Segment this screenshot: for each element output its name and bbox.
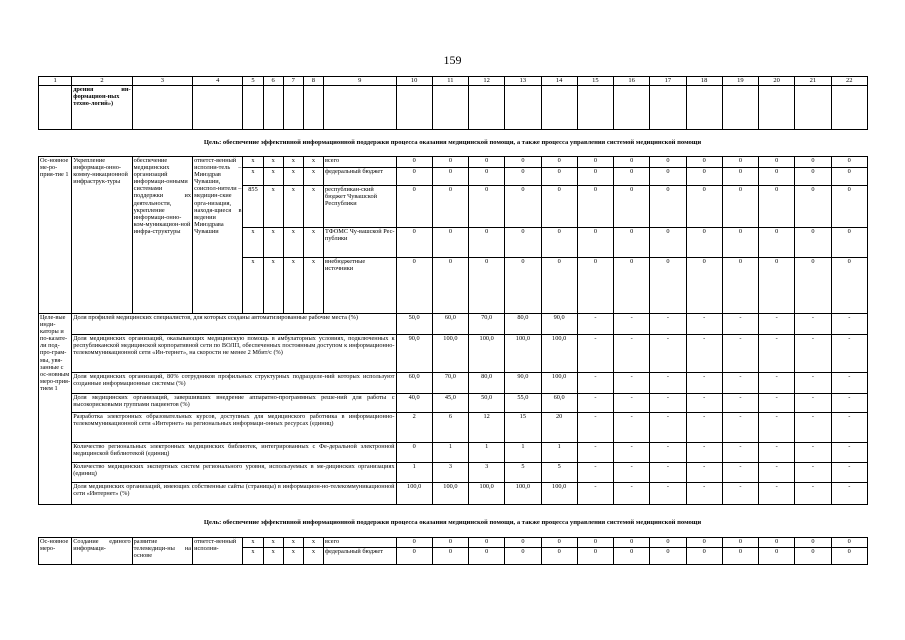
value-cell: 100,0 (396, 483, 432, 505)
column-number-row (39, 77, 868, 86)
funding-source: всего (324, 538, 397, 548)
code-cell: x (263, 186, 283, 228)
event-label: Ос-новное ме-ро-прия-тие 1 (39, 157, 72, 314)
event-goal: обеспечение медицинских организаций информаци-онными системами поддержки их деятельности, укрепление информаци-онно-ком-муникацион-ной инфра-структуры (132, 157, 192, 314)
value-cell: 0 (831, 186, 867, 228)
value-cell: 0 (541, 538, 577, 548)
value-cell: 45,0 (432, 394, 468, 413)
value-cell: - (650, 483, 686, 505)
col-num: 16 (614, 77, 650, 86)
value-cell: 0 (686, 157, 722, 168)
value-cell: 40,0 (396, 394, 432, 413)
value-cell: 0 (541, 258, 577, 314)
indicator-text: Количество региональных электронных медицинских библиотек, интегрированных с Фе-деральной электронной медицинской библиотекой (единиц) (72, 443, 396, 463)
value-cell: 0 (614, 548, 650, 565)
value-cell: - (795, 335, 831, 373)
value-cell: 0 (686, 548, 722, 565)
value-cell: 0 (396, 186, 432, 228)
indicator-text: Доля медицинских организаций, имеющих собственные сайты (страницы) в информацион-но-телекоммуникационной сети «Интернет» (%) (72, 483, 396, 505)
value-cell: - (686, 443, 722, 463)
value-cell: 0 (795, 258, 831, 314)
value-cell: - (722, 335, 758, 373)
value-cell: - (686, 483, 722, 505)
value-cell: 0 (432, 548, 468, 565)
value-cell: - (577, 373, 613, 394)
value-cell: 100,0 (505, 483, 541, 505)
value-cell: 1 (396, 463, 432, 483)
code-cell: x (263, 548, 283, 565)
value-cell: 6 (432, 413, 468, 443)
value-cell: - (686, 314, 722, 335)
value-cell: 100,0 (541, 373, 577, 394)
value-cell: - (614, 463, 650, 483)
value-cell: 0 (469, 548, 505, 565)
value-cell: 0 (759, 186, 795, 228)
funding-source: республикан-ский бюджет Чувашской Республики (324, 186, 397, 228)
value-cell: - (831, 463, 867, 483)
value-cell: - (759, 443, 795, 463)
value-cell: 0 (759, 258, 795, 314)
col-num: 9 (324, 77, 397, 86)
code-cell: x (243, 538, 263, 548)
value-cell: - (650, 463, 686, 483)
value-cell: 50,0 (469, 394, 505, 413)
col-num: 11 (432, 77, 468, 86)
header-table (38, 76, 868, 130)
value-cell: 0 (614, 186, 650, 228)
table-row (39, 157, 868, 168)
value-cell: 2 (396, 413, 432, 443)
code-cell: x (263, 538, 283, 548)
value-cell: 100,0 (432, 335, 468, 373)
value-cell: 0 (831, 258, 867, 314)
value-cell: 1 (541, 443, 577, 463)
col-num: 12 (469, 77, 505, 86)
targets-block (39, 314, 868, 505)
value-cell: - (795, 394, 831, 413)
value-cell: - (650, 373, 686, 394)
indicator-text: Количество медицинских экспертных систем регионального уровня, используемых в ме-дицинских организациях (единиц) (72, 463, 396, 483)
value-cell: - (577, 413, 613, 443)
value-cell: 0 (432, 258, 468, 314)
value-cell: 0 (577, 157, 613, 168)
code-cell: x (283, 548, 303, 565)
value-cell: - (795, 443, 831, 463)
value-cell: 5 (505, 463, 541, 483)
value-cell: - (686, 463, 722, 483)
indicator-text: Разработка электронных образовательных курсов, доступных для медицинского работника в информационно-телекоммуникационной сети «Интернет» на региональных информаци-онных ресурсах (единиц) (72, 413, 396, 443)
col-num: 7 (283, 77, 303, 86)
value-cell: 0 (469, 258, 505, 314)
value-cell: - (759, 463, 795, 483)
value-cell: - (686, 373, 722, 394)
col-num: 14 (541, 77, 577, 86)
value-cell: 55,0 (505, 394, 541, 413)
col-num: 19 (722, 77, 758, 86)
value-cell: - (577, 314, 613, 335)
value-cell: 0 (650, 548, 686, 565)
table-row (39, 314, 868, 335)
value-cell: 0 (686, 228, 722, 258)
value-cell: - (759, 373, 795, 394)
code-cell: x (263, 228, 283, 258)
block1 (39, 157, 868, 314)
value-cell: 90,0 (505, 373, 541, 394)
value-cell: 0 (432, 538, 468, 548)
col-num: 1 (39, 77, 72, 86)
value-cell: - (650, 443, 686, 463)
value-cell: - (831, 394, 867, 413)
event-executor: ответст-венный исполни-тель – Минздрав Чувашии, соиспол-нители – медицин-ские орга-низация, находя-щиеся в ведении Минздрава Чувашии (193, 157, 243, 314)
value-cell: - (831, 443, 867, 463)
event-name: Укрепление информаци-онно-комму-никационной инфраструк-туры (72, 157, 132, 314)
value-cell: 0 (650, 168, 686, 186)
event-goal: развитие телемедици-ны на основе (132, 538, 192, 565)
value-cell: 70,0 (469, 314, 505, 335)
code-cell: x (243, 548, 263, 565)
code-cell: x (283, 186, 303, 228)
value-cell: 0 (577, 168, 613, 186)
value-cell: 0 (432, 228, 468, 258)
value-cell: 0 (650, 228, 686, 258)
value-cell: 0 (614, 157, 650, 168)
value-cell: 0 (650, 258, 686, 314)
value-cell: 0 (469, 538, 505, 548)
value-cell: 0 (505, 186, 541, 228)
value-cell: - (722, 463, 758, 483)
value-cell: 1 (432, 443, 468, 463)
value-cell: - (831, 413, 867, 443)
value-cell: - (795, 373, 831, 394)
value-cell: - (759, 314, 795, 335)
value-cell: 0 (469, 168, 505, 186)
value-cell: 0 (505, 228, 541, 258)
col-num: 22 (831, 77, 867, 86)
value-cell: 0 (650, 186, 686, 228)
value-cell: 0 (577, 548, 613, 565)
value-cell: - (722, 394, 758, 413)
code-cell: x (243, 157, 263, 168)
code-cell: x (263, 168, 283, 186)
value-cell: - (614, 413, 650, 443)
value-cell: 0 (396, 548, 432, 565)
table-row (39, 483, 868, 505)
value-cell: 0 (396, 258, 432, 314)
value-cell: 90,0 (541, 314, 577, 335)
value-cell: 0 (396, 168, 432, 186)
value-cell: 0 (614, 168, 650, 186)
value-cell: 60,0 (432, 314, 468, 335)
value-cell: 0 (759, 168, 795, 186)
value-cell: 0 (541, 186, 577, 228)
value-cell: - (577, 443, 613, 463)
value-cell: 0 (396, 157, 432, 168)
value-cell: 100,0 (469, 483, 505, 505)
code-cell: x (243, 228, 263, 258)
value-cell: 0 (722, 538, 758, 548)
table-row (39, 373, 868, 394)
value-cell: - (722, 443, 758, 463)
bottom-table (38, 537, 868, 565)
value-cell: 5 (541, 463, 577, 483)
value-cell: 0 (650, 538, 686, 548)
remainder-text: дрения ин-формацион-ных техно-логий») (72, 86, 132, 130)
value-cell: 70,0 (432, 373, 468, 394)
value-cell: - (577, 335, 613, 373)
col-num: 17 (650, 77, 686, 86)
value-cell: 0 (795, 228, 831, 258)
value-cell: 3 (469, 463, 505, 483)
value-cell: - (795, 483, 831, 505)
indicator-text: Доля медицинских организаций, 80% сотрудников профильных структурных подразделе-ний которых используют созданные информационные системы (%) (72, 373, 396, 394)
value-cell: 0 (686, 538, 722, 548)
value-cell: - (614, 483, 650, 505)
value-cell: - (759, 483, 795, 505)
table-row (39, 538, 868, 548)
code-cell: x (243, 258, 263, 314)
code-cell: x (283, 538, 303, 548)
code-cell: x (283, 157, 303, 168)
table-row (39, 394, 868, 413)
value-cell: - (650, 314, 686, 335)
value-cell: 1 (505, 443, 541, 463)
value-cell: 0 (722, 168, 758, 186)
code-cell: x (263, 258, 283, 314)
value-cell: - (577, 463, 613, 483)
value-cell: - (759, 394, 795, 413)
value-cell: 0 (722, 157, 758, 168)
value-cell: - (650, 335, 686, 373)
code-cell: x (243, 168, 263, 186)
col-num: 15 (577, 77, 613, 86)
value-cell: 0 (795, 186, 831, 228)
value-cell: - (614, 373, 650, 394)
value-cell: 0 (396, 538, 432, 548)
col-num: 20 (759, 77, 795, 86)
value-cell: 0 (505, 258, 541, 314)
indicator-text: Доля медицинских организаций, оказывающих медицинскую помощь в амбулаторных условиях, подключенных к республиканской медицинской корпоративной сети по ВОЛП, обеспеченных постоянным доступом к информационно-телекоммуникационной сети «Ин-тернет», на скорости не менее 2 Мбит/с (%) (72, 335, 396, 373)
event-label: Ос-новное меро- (39, 538, 72, 565)
value-cell: - (795, 314, 831, 335)
value-cell: - (831, 483, 867, 505)
funding-source: федеральный бюджет (324, 168, 397, 186)
value-cell: 0 (831, 157, 867, 168)
value-cell: 0 (686, 258, 722, 314)
value-cell: - (831, 314, 867, 335)
value-cell: - (759, 335, 795, 373)
indicator-text: Доля профилей медицинских специалистов, для которых созданы автоматизированные рабочие места (%) (72, 314, 396, 335)
value-cell: 0 (432, 186, 468, 228)
funding-source: внебюджетные источники (324, 258, 397, 314)
value-cell: 0 (505, 548, 541, 565)
funding-source: федеральный бюджет (324, 548, 397, 565)
value-cell: - (686, 335, 722, 373)
value-cell: 90,0 (396, 335, 432, 373)
value-cell: 0 (432, 157, 468, 168)
value-cell: 100,0 (432, 483, 468, 505)
value-cell: 0 (577, 258, 613, 314)
value-cell: 100,0 (505, 335, 541, 373)
code-cell: x (263, 157, 283, 168)
col-num: 4 (193, 77, 243, 86)
value-cell: 0 (722, 258, 758, 314)
value-cell: 1 (469, 443, 505, 463)
value-cell: 0 (831, 548, 867, 565)
value-cell: - (686, 413, 722, 443)
value-cell: 0 (759, 228, 795, 258)
code-cell: x (303, 258, 323, 314)
value-cell: 0 (469, 157, 505, 168)
value-cell: - (722, 314, 758, 335)
code-cell: x (303, 157, 323, 168)
code-cell: x (283, 228, 303, 258)
value-cell: 0 (577, 538, 613, 548)
value-cell: 0 (469, 186, 505, 228)
goal-heading-2: Цель: обеспечение эффективной информационной поддержки процесса оказания медицинской помощи, а также процесса управления системой медицинской помощи (203, 519, 702, 526)
goal-heading-1: Цель: обеспечение эффективной информационной поддержки процесса оказания медицинской помощи, а также процесса управления системой медицинской помощи (203, 139, 702, 146)
col-num: 8 (303, 77, 323, 86)
table-row (39, 335, 868, 373)
value-cell: 0 (759, 538, 795, 548)
value-cell: 0 (396, 228, 432, 258)
col-num: 5 (243, 77, 263, 86)
value-cell: 20 (541, 413, 577, 443)
value-cell: - (831, 335, 867, 373)
value-cell: 12 (469, 413, 505, 443)
code-cell: x (303, 168, 323, 186)
value-cell: 0 (686, 168, 722, 186)
value-cell: 0 (614, 258, 650, 314)
event-name: Создание единого информаци- (72, 538, 132, 565)
value-cell: - (650, 413, 686, 443)
table-row (39, 463, 868, 483)
value-cell: 0 (831, 168, 867, 186)
value-cell: - (577, 483, 613, 505)
value-cell: 0 (505, 168, 541, 186)
value-cell: 50,0 (396, 314, 432, 335)
value-cell: 0 (432, 168, 468, 186)
value-cell: - (759, 413, 795, 443)
code-cell: 855 (243, 186, 263, 228)
value-cell: 0 (795, 157, 831, 168)
value-cell: 0 (541, 157, 577, 168)
value-cell: 0 (541, 548, 577, 565)
col-num: 2 (72, 77, 132, 86)
remainder-row (39, 86, 868, 130)
value-cell: 15 (505, 413, 541, 443)
value-cell: 0 (722, 228, 758, 258)
value-cell: 0 (614, 228, 650, 258)
value-cell: 0 (577, 186, 613, 228)
value-cell: - (722, 373, 758, 394)
value-cell: 0 (759, 157, 795, 168)
funding-source: всего (324, 157, 397, 168)
value-cell: - (614, 443, 650, 463)
value-cell: - (614, 335, 650, 373)
col-num: 6 (263, 77, 283, 86)
value-cell: 0 (396, 443, 432, 463)
value-cell: 100,0 (541, 483, 577, 505)
targets-label: Целе-вые инди-каторы и по-казате-ли под-про-грам-мы, увя-занные с ос-новным меро-прия-тием 1 (39, 314, 72, 505)
value-cell: - (722, 413, 758, 443)
col-num: 21 (795, 77, 831, 86)
code-cell: x (303, 228, 323, 258)
value-cell: 0 (722, 186, 758, 228)
col-num: 18 (686, 77, 722, 86)
value-cell: 60,0 (541, 394, 577, 413)
value-cell: 100,0 (469, 335, 505, 373)
code-cell: x (303, 538, 323, 548)
value-cell: 80,0 (469, 373, 505, 394)
code-cell: x (303, 548, 323, 565)
col-num: 10 (396, 77, 432, 86)
value-cell: - (686, 394, 722, 413)
value-cell: - (650, 394, 686, 413)
page-number: 159 (443, 53, 462, 67)
value-cell: 0 (686, 186, 722, 228)
main-table (38, 156, 868, 505)
value-cell: - (577, 394, 613, 413)
value-cell: 0 (722, 548, 758, 565)
table-row (39, 443, 868, 463)
value-cell: - (722, 483, 758, 505)
value-cell: 0 (505, 538, 541, 548)
table-row (39, 413, 868, 443)
value-cell: 0 (831, 228, 867, 258)
col-num: 13 (505, 77, 541, 86)
value-cell: 0 (614, 538, 650, 548)
value-cell: 0 (831, 538, 867, 548)
value-cell: 100,0 (541, 335, 577, 373)
col-num: 3 (132, 77, 192, 86)
value-cell: 0 (795, 548, 831, 565)
code-cell: x (283, 258, 303, 314)
event-executor: ответст-венный исполни- (193, 538, 243, 565)
value-cell: - (831, 373, 867, 394)
code-cell: x (303, 186, 323, 228)
value-cell: 0 (469, 228, 505, 258)
value-cell: 0 (795, 168, 831, 186)
value-cell: 0 (650, 157, 686, 168)
value-cell: - (614, 314, 650, 335)
funding-source: ТФОМС Чу-вашской Рес-публики (324, 228, 397, 258)
value-cell: 80,0 (505, 314, 541, 335)
value-cell: - (795, 413, 831, 443)
value-cell: 0 (541, 168, 577, 186)
value-cell: 0 (541, 228, 577, 258)
value-cell: - (614, 394, 650, 413)
value-cell: 3 (432, 463, 468, 483)
value-cell: 60,0 (396, 373, 432, 394)
value-cell: 0 (759, 548, 795, 565)
value-cell: - (795, 463, 831, 483)
value-cell: 0 (505, 157, 541, 168)
value-cell: 0 (795, 538, 831, 548)
indicator-text: Доля медицинских организаций, завершивших внедрение аппаратно-программных реше-ний для работы с высокорисковыми группами пациентов (%) (72, 394, 396, 413)
code-cell: x (283, 168, 303, 186)
value-cell: 0 (577, 228, 613, 258)
